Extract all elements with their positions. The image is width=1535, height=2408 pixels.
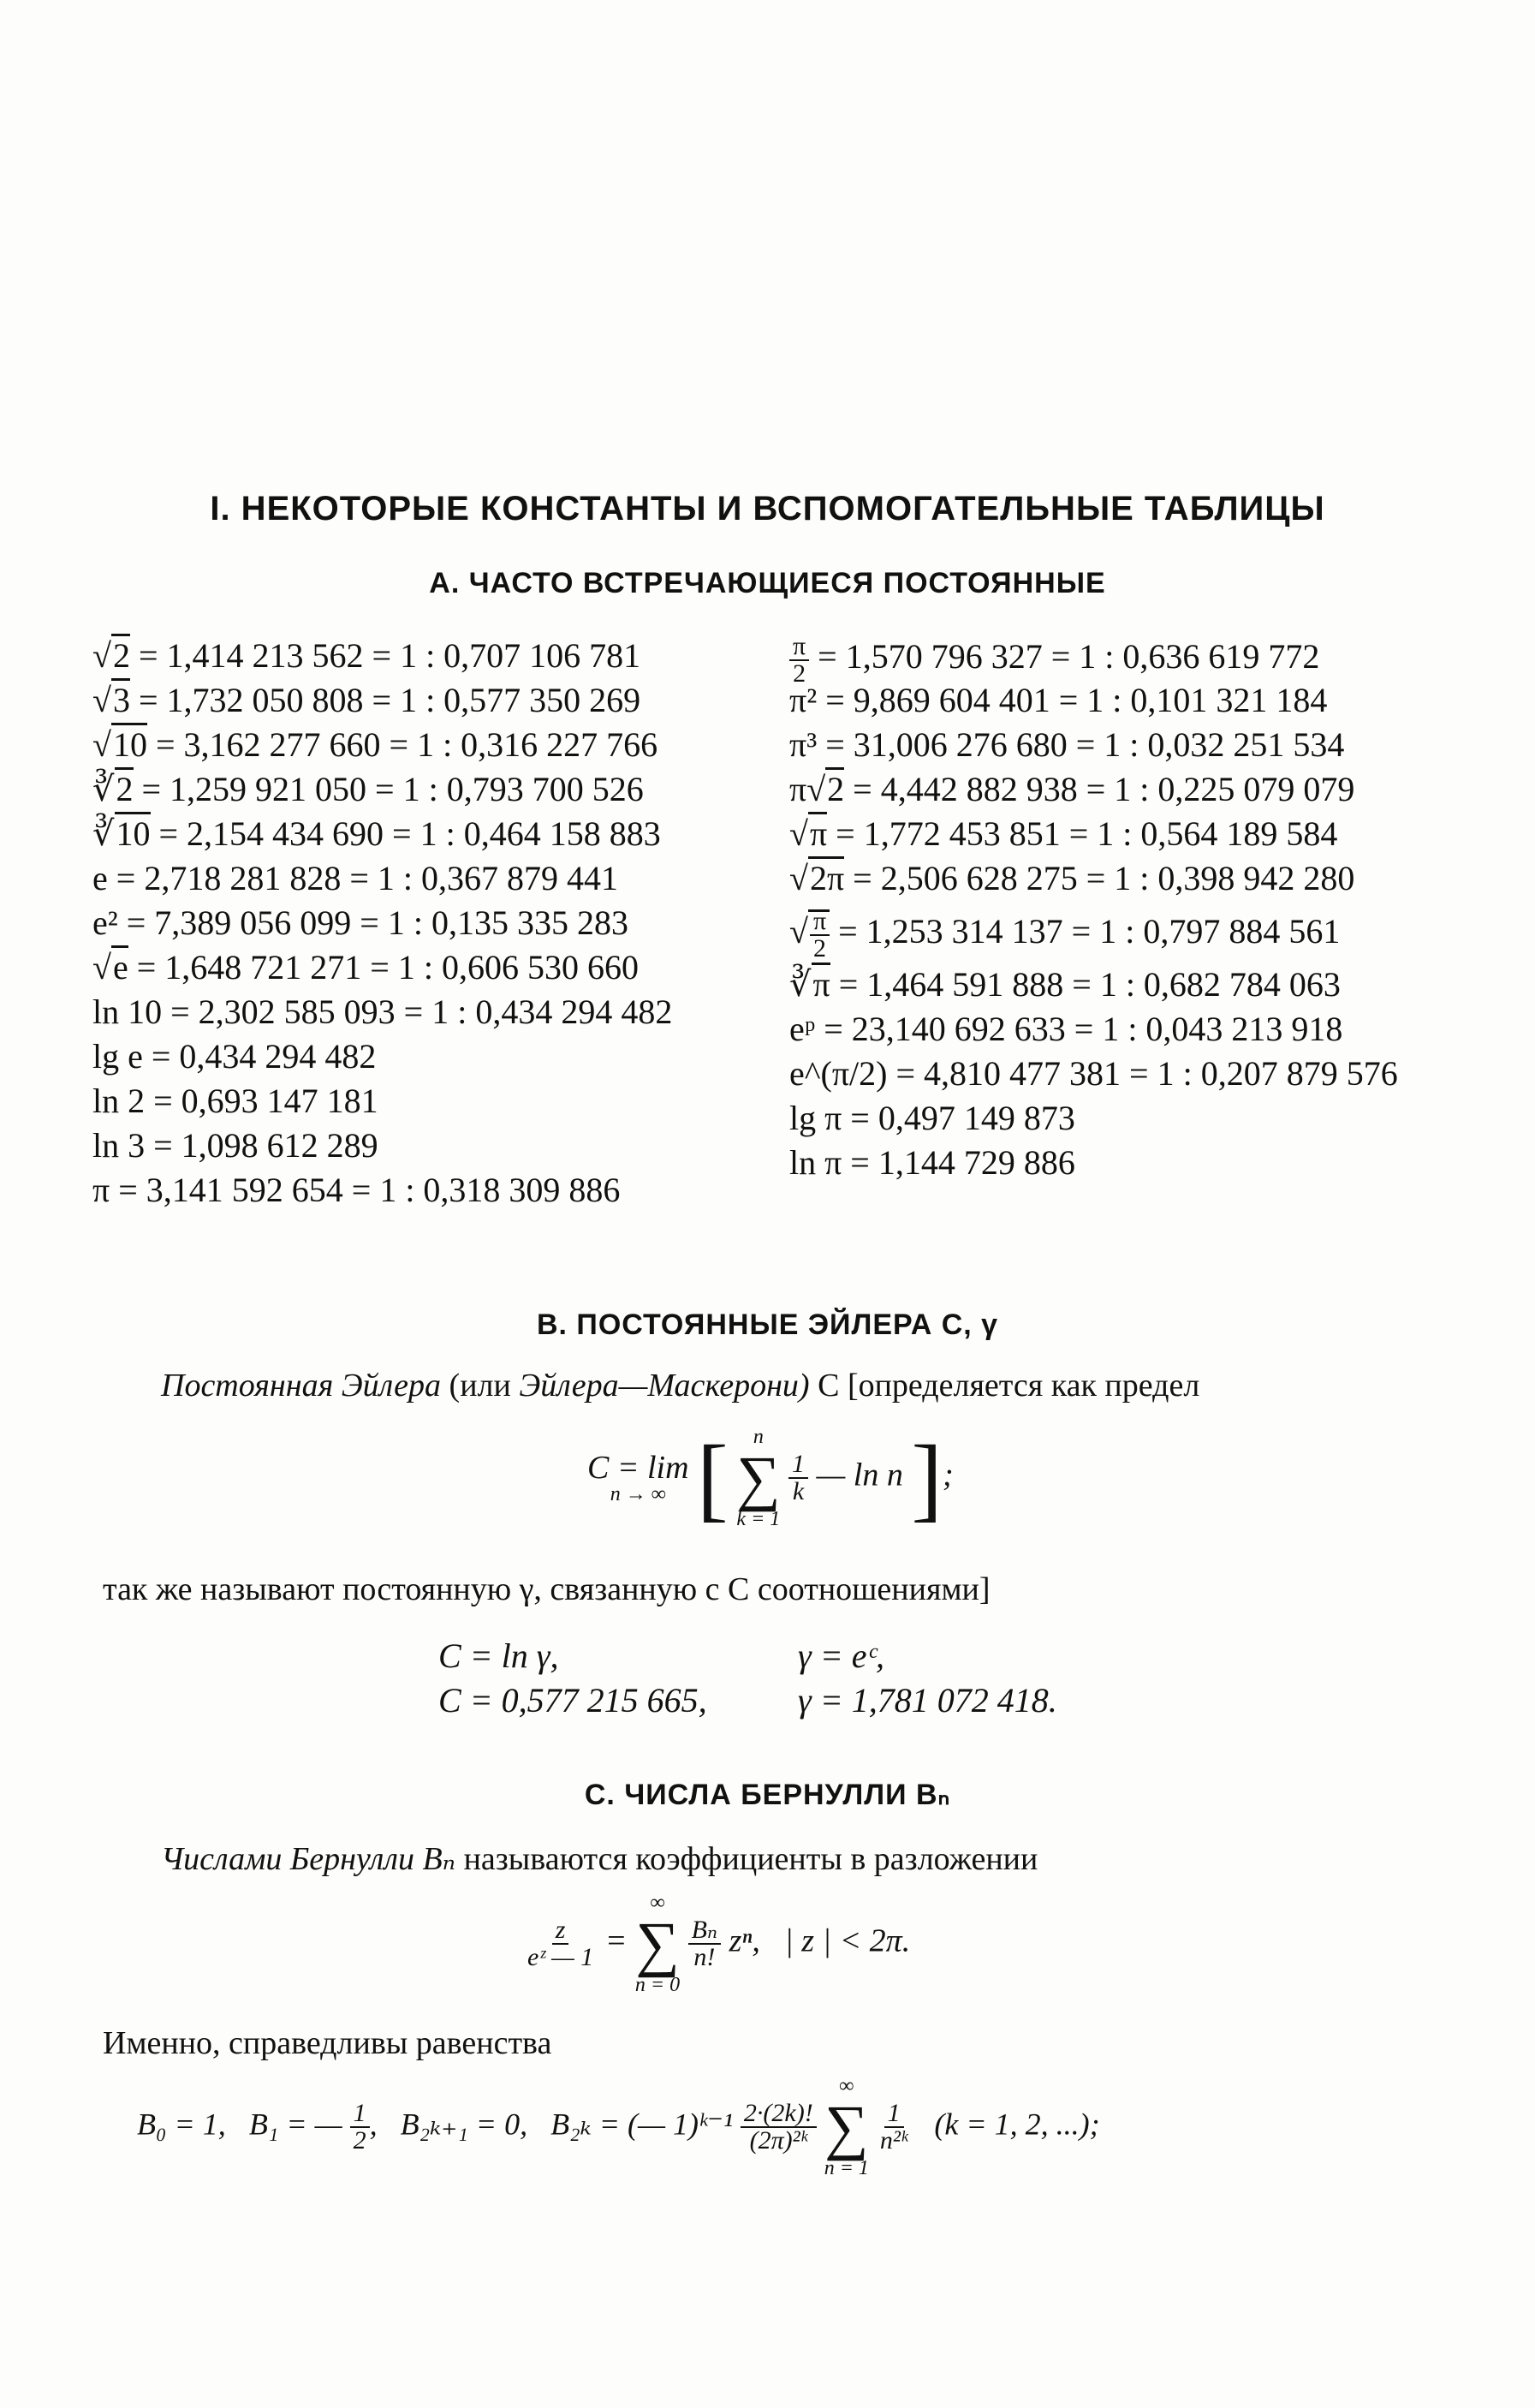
constant-row xyxy=(789,632,1398,688)
fraction-numerator: 1 xyxy=(788,1451,808,1479)
constant-row: √e = 1,648 721 271 = 1 : 0,606 530 660 xyxy=(92,945,672,990)
constant-row: e² = 7,389 056 099 = 1 : 0,135 335 283 xyxy=(92,903,628,942)
constant-row: lg π = 0,497 149 873 xyxy=(789,1099,1075,1137)
fraction-numerator: π xyxy=(789,634,809,661)
limit-lhs: C = lim xyxy=(587,1450,689,1486)
euler-intro-italic-1: Постоянная Эйлера xyxy=(161,1368,442,1404)
constant-row: ln 3 = 1,098 612 289 xyxy=(92,1126,378,1165)
constant-row: e = 2,718 281 828 = 1 : 0,367 879 441 xyxy=(92,859,618,897)
fraction xyxy=(350,2101,370,2154)
constant-value: = 1,464 591 888 = 1 : 0,682 784 063 xyxy=(838,965,1341,1004)
fraction-numerator: π xyxy=(810,909,830,936)
fraction xyxy=(688,1917,721,1970)
euler-equations xyxy=(438,1634,1057,1723)
fraction xyxy=(877,2101,911,2154)
fraction-denominator: 2 xyxy=(813,933,827,963)
radicand: e xyxy=(111,945,128,986)
bernoulli-intro xyxy=(161,1839,1038,1878)
euler-relation-text: так же называют постоянную γ, связанную с C соотношениями] xyxy=(103,1571,991,1607)
equation-right: γ = eᶜ, xyxy=(798,1636,885,1675)
constant-row: √ $\frac{\pi}{2}$ = 1,253 314 137 = 1 : 0,797 884 561 xyxy=(789,906,1341,963)
b-odd-value: B₂ₖ₊₁ = 0, xyxy=(400,2107,528,2142)
constant-row: ∛10 = 2,154 434 690 = 1 : 0,464 158 883 xyxy=(92,812,672,856)
radicand xyxy=(808,906,830,963)
bernoulli-intro-rest: называются коэффициенты в разложении xyxy=(463,1841,1038,1877)
constant-value: = 1,259 921 050 = 1 : 0,793 700 526 xyxy=(141,770,644,808)
fraction xyxy=(524,1917,597,1970)
constant-row: eᵖ = 23,140 692 633 = 1 : 0,043 213 918 xyxy=(789,1010,1343,1048)
sum-lower: n = 1 xyxy=(824,2157,869,2179)
fraction-denominator: eᶻ — 1 xyxy=(527,1943,594,1971)
euler-limit-formula xyxy=(587,1427,954,1529)
fraction-numerator: 2·(2k)! xyxy=(741,2101,817,2128)
constant-row: ln 10 = 2,302 585 093 = 1 : 0,434 294 482 xyxy=(92,992,673,1031)
fraction xyxy=(810,906,830,963)
limit-tail: — ln n xyxy=(816,1457,903,1493)
fraction-numerator: z xyxy=(552,1917,569,1945)
constant-value: = 1,648 721 271 = 1 : 0,606 530 660 xyxy=(136,948,639,986)
sum-lower: n = 0 xyxy=(634,1974,681,1996)
bernoulli-intro-italic: Числами Бернулли Bₙ xyxy=(161,1841,456,1877)
sum-operator xyxy=(635,1892,680,1995)
fraction-numerator: Bₙ xyxy=(688,1917,721,1945)
radicand: 2π xyxy=(808,856,844,897)
sum-operator xyxy=(824,2076,869,2179)
limit-operator xyxy=(587,1451,689,1505)
fraction-denominator: n²ᵏ xyxy=(879,2126,908,2155)
sum-lower: k = 1 xyxy=(736,1508,781,1530)
constant-row: π² = 9,869 604 401 = 1 : 0,101 321 184 xyxy=(789,681,1328,719)
constant-value: = 1,570 796 327 = 1 : 0,636 619 772 xyxy=(818,637,1320,677)
bernoulli-values-formula: B₀ = 1, B₁ = — $\frac{1}{2}$ , B₂ₖ₊₁ = 0, B₂ₖ = (— 1)ᵏ⁻¹ $\frac{2\cdot(2k)!}{\text{(2π)²ᵏ}}$ ∞ ∑ n = 1 $\frac{1}{\text{n²ᵏ}}$ (k = 1, 2, ...); xyxy=(137,2075,1100,2179)
constant-row: √10 = 3,162 277 660 = 1 : 0,316 227 766 xyxy=(92,723,672,767)
constant-value: = 1,414 213 562 = 1 : 0,707 106 781 xyxy=(138,636,641,675)
radicand: π xyxy=(808,812,827,853)
radicand: 10 xyxy=(115,812,151,853)
fraction xyxy=(788,1451,808,1505)
constant-value: = 3,162 277 660 = 1 : 0,316 227 766 xyxy=(155,725,658,764)
equation-right: γ = 1,781 072 418. xyxy=(798,1681,1057,1720)
constant-row: √2π = 2,506 628 275 = 1 : 0,398 942 280 xyxy=(789,856,1398,901)
euler-intro-italic-2: Эйлера—Маскерони) xyxy=(519,1368,810,1404)
radicand: 10 xyxy=(111,723,147,764)
fraction-numerator: 1 xyxy=(884,2101,904,2128)
constant-value: = 1,732 050 808 = 1 : 0,577 350 269 xyxy=(138,681,641,719)
sigma-icon: ∑ xyxy=(736,1444,781,1512)
constant-row: √3 = 1,732 050 808 = 1 : 0,577 350 269 xyxy=(92,678,672,723)
b0-value: B₀ = 1, xyxy=(137,2107,226,2142)
euler-intro xyxy=(161,1367,1199,1404)
chapter-title: I. НЕКОТОРЫЕ КОНСТАНТЫ И ВСПОМОГАТЕЛЬНЫЕ ТАБЛИЦЫ xyxy=(210,490,1325,527)
sum-operator xyxy=(736,1427,780,1529)
fraction-denominator: 2 xyxy=(353,2126,366,2155)
constant-row: ln 2 = 0,693 147 181 xyxy=(92,1082,378,1120)
constant-row: π√2 = 4,442 882 938 = 1 : 0,225 079 079 xyxy=(789,767,1398,812)
b1-lhs: B₁ = — xyxy=(248,2107,342,2142)
bernoulli-generating-formula xyxy=(524,1892,910,1995)
euler-intro-end: C [определяется как предел xyxy=(818,1368,1200,1404)
constant-value: = 2,154 434 690 = 1 : 0,464 158 883 xyxy=(158,814,661,853)
b-even-lhs: B₂ₖ = (— 1)ᵏ⁻¹ xyxy=(550,2107,733,2142)
limit-subscript: n → ∞ xyxy=(610,1483,666,1505)
limit-end: ; xyxy=(943,1457,954,1493)
bernoulli-equalities-text: Именно, справедливы равенства xyxy=(103,2025,552,2061)
radicand: 2 xyxy=(115,767,134,808)
sum-upper: ∞ xyxy=(839,2075,854,2097)
radicand: 3 xyxy=(111,678,130,719)
equation-left: C = ln γ, xyxy=(438,1636,559,1675)
section-a-title: А. ЧАСТО ВСТРЕЧАЮЩИЕСЯ ПОСТОЯННЫЕ xyxy=(429,567,1106,599)
equation-left: C = 0,577 215 665, xyxy=(438,1681,707,1720)
radicand: 2 xyxy=(825,767,844,808)
right-bracket: ] xyxy=(911,1426,943,1530)
radicand: 2 xyxy=(111,634,130,675)
formula-tail: zⁿ, xyxy=(729,1922,760,1959)
fraction-denominator: k xyxy=(792,1477,805,1505)
fraction-numerator: 1 xyxy=(350,2101,370,2128)
sum-upper: n xyxy=(753,1426,764,1448)
left-bracket: [ xyxy=(697,1426,729,1530)
constant-row: ∛π = 1,464 591 888 = 1 : 0,682 784 063 xyxy=(789,963,1398,1007)
constant-row: e^(π/2) = 4,810 477 381 = 1 : 0,207 879 576 xyxy=(789,1054,1398,1093)
constant-value: = 1,772 453 851 = 1 : 0,564 189 584 xyxy=(836,814,1338,853)
equation-row xyxy=(438,1678,1057,1723)
euler-intro-mid: (или xyxy=(449,1368,511,1404)
constant-row: π³ = 31,006 276 680 = 1 : 0,032 251 534 xyxy=(789,725,1345,764)
formula-condition: | z | < 2π. xyxy=(784,1922,911,1959)
constant-row: lg e = 0,434 294 482 xyxy=(92,1037,377,1076)
constants-left-column xyxy=(92,634,672,1213)
constants-right-column xyxy=(789,634,1398,1185)
equation-row xyxy=(438,1634,1057,1678)
radicand: π xyxy=(812,963,830,1004)
sum-upper: ∞ xyxy=(650,1892,665,1914)
constant-value: = 2,506 628 275 = 1 : 0,398 942 280 xyxy=(853,859,1355,897)
constant-row: ln π = 1,144 729 886 xyxy=(789,1143,1075,1182)
constant-value: = 1,253 314 137 = 1 : 0,797 884 561 xyxy=(838,912,1341,951)
equals-sign: = xyxy=(604,1922,628,1959)
constant-row: √π = 1,772 453 851 = 1 : 0,564 189 584 xyxy=(789,812,1398,856)
fraction-denominator: n! xyxy=(693,1943,716,1971)
sigma-icon: ∑ xyxy=(635,1910,680,1978)
fraction xyxy=(741,2101,817,2154)
constant-row: √2 = 1,414 213 562 = 1 : 0,707 106 781 xyxy=(92,634,672,678)
constant-row: ∛2 = 1,259 921 050 = 1 : 0,793 700 526 xyxy=(92,767,672,812)
section-b-title: В. ПОСТОЯННЫЕ ЭЙЛЕРА C, γ xyxy=(536,1308,999,1341)
constant-value: = 4,442 882 938 = 1 : 0,225 079 079 xyxy=(853,770,1355,808)
section-c-title: С. ЧИСЛА БЕРНУЛЛИ Bₙ xyxy=(584,1779,951,1811)
constant-row: π = 3,141 592 654 = 1 : 0,318 309 886 xyxy=(92,1171,621,1209)
fraction-denominator: (2π)²ᵏ xyxy=(749,2126,808,2155)
b-even-condition: (k = 1, 2, ...); xyxy=(934,2107,1100,2142)
fraction-denominator: 2 xyxy=(793,659,806,688)
sigma-icon: ∑ xyxy=(824,2093,869,2161)
